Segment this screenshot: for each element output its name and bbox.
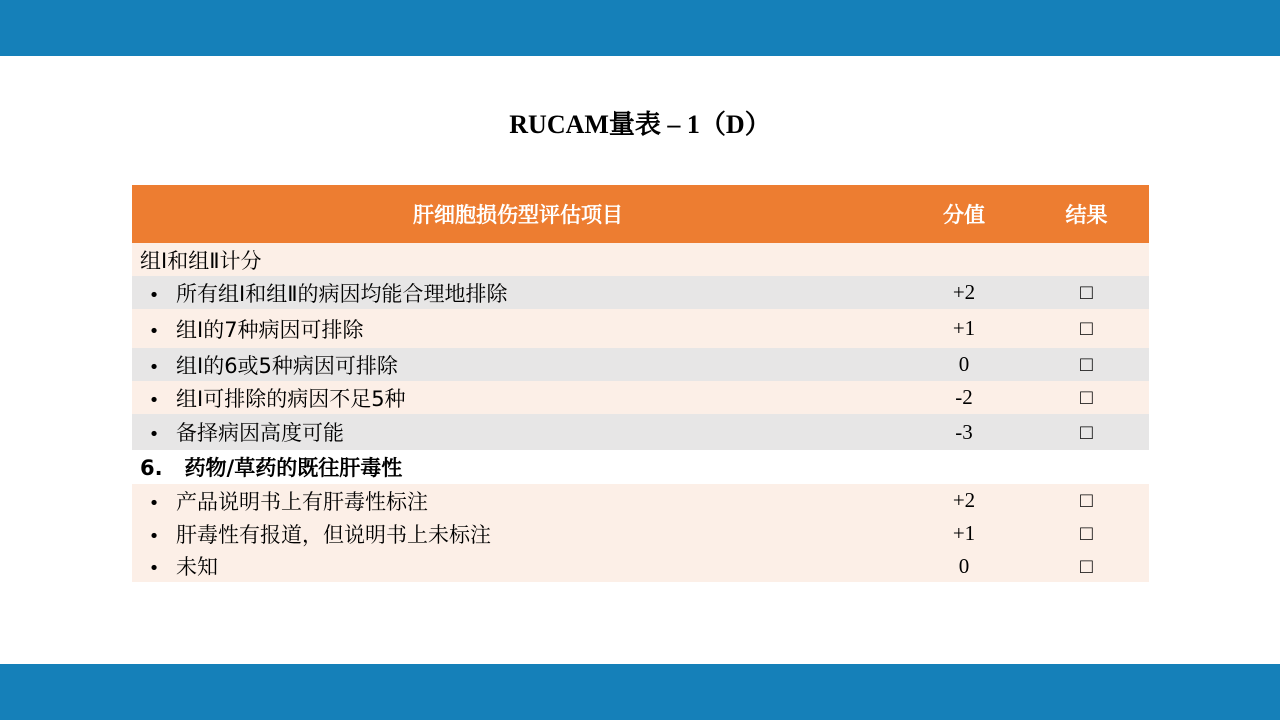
row-text <box>132 550 904 582</box>
result-checkbox[interactable]: □ <box>1024 550 1149 582</box>
table-row <box>132 309 1149 348</box>
table-row <box>132 381 1149 414</box>
row-text-label: 未知 <box>176 555 218 579</box>
row-text-label: 组Ⅰ的6或5种病因可排除 <box>176 353 398 378</box>
row-score: 0 <box>904 550 1024 582</box>
row-score: +1 <box>904 309 1024 348</box>
row-text <box>132 414 904 450</box>
table-row <box>132 348 1149 381</box>
result-checkbox[interactable]: □ <box>1024 381 1149 414</box>
header-score: 分值 <box>904 185 1024 243</box>
row-text <box>132 348 904 381</box>
table-row <box>132 550 1149 582</box>
table-header-row <box>132 185 1149 243</box>
row-text-label: 产品说明书上有肝毒性标注 <box>176 489 428 514</box>
row-score <box>904 243 1024 276</box>
bottom-banner <box>0 664 1280 720</box>
row-text-label: 组Ⅰ的7种病因可排除 <box>176 317 364 342</box>
row-text-label: 组Ⅰ可排除的病因不足5种 <box>176 386 406 411</box>
header-item: 肝细胞损伤型评估项目 <box>132 185 904 243</box>
row-text: 组Ⅰ和组Ⅱ计分 <box>132 243 904 276</box>
row-score: -2 <box>904 381 1024 414</box>
bullet-icon: • <box>148 525 160 547</box>
result-checkbox[interactable]: □ <box>1024 484 1149 517</box>
bullet-icon: • <box>148 492 160 514</box>
row-score: +1 <box>904 517 1024 550</box>
top-banner <box>0 0 1280 56</box>
row-text <box>132 484 904 517</box>
row-text <box>132 381 904 414</box>
row-score: -3 <box>904 414 1024 450</box>
table-row <box>132 276 1149 309</box>
bullet-icon: • <box>148 389 160 411</box>
bullet-icon: • <box>148 558 160 579</box>
section-heading: 6. 药物/草药的既往肝毒性 <box>132 450 904 484</box>
table-row <box>132 484 1149 517</box>
header-result: 结果 <box>1024 185 1149 243</box>
row-result <box>1024 243 1149 276</box>
result-checkbox[interactable]: □ <box>1024 276 1149 309</box>
row-score: 0 <box>904 348 1024 381</box>
bullet-icon: • <box>148 356 160 378</box>
row-score: +2 <box>904 276 1024 309</box>
rucam-table <box>132 185 1149 582</box>
result-checkbox[interactable]: □ <box>1024 309 1149 348</box>
row-score <box>904 450 1024 484</box>
row-text <box>132 309 904 348</box>
result-checkbox[interactable]: □ <box>1024 414 1149 450</box>
table-row <box>132 243 1149 276</box>
bullet-icon: • <box>148 320 160 342</box>
result-checkbox[interactable]: □ <box>1024 348 1149 381</box>
row-text-label: 肝毒性有报道，但说明书上未标注 <box>176 522 491 547</box>
row-score: +2 <box>904 484 1024 517</box>
result-checkbox[interactable]: □ <box>1024 517 1149 550</box>
bullet-icon: • <box>148 424 160 445</box>
table-row <box>132 450 1149 484</box>
row-result <box>1024 450 1149 484</box>
bullet-icon: • <box>148 284 160 306</box>
row-text <box>132 517 904 550</box>
row-text <box>132 276 904 309</box>
row-text-label: 备择病因高度可能 <box>176 421 344 445</box>
slide-title: RUCAM量表 – 1（D） <box>509 110 771 139</box>
row-text-label: 所有组Ⅰ和组Ⅱ的病因均能合理地排除 <box>176 281 508 306</box>
table-row <box>132 414 1149 450</box>
table-row <box>132 517 1149 550</box>
